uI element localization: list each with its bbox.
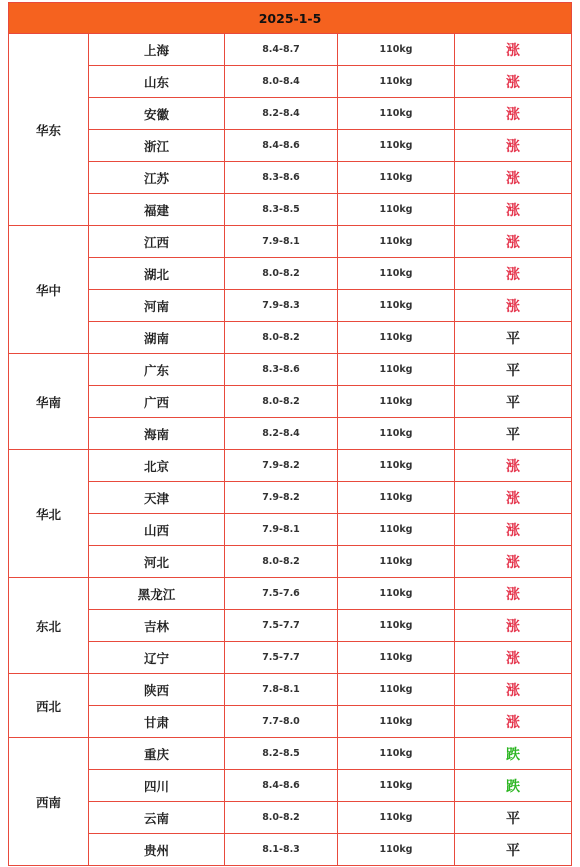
price-range-cell: 7.8-8.1 bbox=[225, 674, 338, 706]
table-row bbox=[9, 34, 572, 66]
province-cell: 河南 bbox=[89, 290, 225, 322]
weight-cell: 110kg bbox=[338, 802, 455, 834]
price-range-cell: 7.9-8.1 bbox=[225, 514, 338, 546]
trend-cell: 平 bbox=[455, 354, 572, 386]
province-cell: 上海 bbox=[89, 34, 225, 66]
table-row bbox=[9, 450, 572, 482]
price-range-cell: 8.0-8.2 bbox=[225, 322, 338, 354]
weight-cell: 110kg bbox=[338, 290, 455, 322]
weight-cell: 110kg bbox=[338, 770, 455, 802]
province-cell: 吉林 bbox=[89, 610, 225, 642]
price-range-cell: 7.5-7.6 bbox=[225, 578, 338, 610]
table-row bbox=[9, 738, 572, 770]
province-cell: 北京 bbox=[89, 450, 225, 482]
weight-cell: 110kg bbox=[338, 834, 455, 866]
price-range-cell: 7.5-7.7 bbox=[225, 642, 338, 674]
province-cell: 贵州 bbox=[89, 834, 225, 866]
trend-cell: 涨 bbox=[455, 706, 572, 738]
province-cell: 重庆 bbox=[89, 738, 225, 770]
region-cell: 华北 bbox=[9, 450, 89, 578]
province-cell: 浙江 bbox=[89, 130, 225, 162]
price-range-cell: 8.0-8.2 bbox=[225, 546, 338, 578]
weight-cell: 110kg bbox=[338, 578, 455, 610]
price-range-cell: 8.2-8.4 bbox=[225, 418, 338, 450]
price-range-cell: 8.1-8.3 bbox=[225, 834, 338, 866]
province-cell: 江苏 bbox=[89, 162, 225, 194]
weight-cell: 110kg bbox=[338, 450, 455, 482]
province-cell: 湖北 bbox=[89, 258, 225, 290]
province-cell: 安徽 bbox=[89, 98, 225, 130]
table-row bbox=[9, 66, 572, 98]
region-cell: 西南 bbox=[9, 738, 89, 866]
trend-cell: 涨 bbox=[455, 98, 572, 130]
table-row bbox=[9, 98, 572, 130]
pig-price-table bbox=[8, 2, 572, 866]
weight-cell: 110kg bbox=[338, 162, 455, 194]
weight-cell: 110kg bbox=[338, 386, 455, 418]
trend-cell: 涨 bbox=[455, 34, 572, 66]
table-row bbox=[9, 418, 572, 450]
weight-cell: 110kg bbox=[338, 674, 455, 706]
weight-cell: 110kg bbox=[338, 418, 455, 450]
trend-cell: 涨 bbox=[455, 162, 572, 194]
trend-cell: 跌 bbox=[455, 738, 572, 770]
price-range-cell: 7.9-8.1 bbox=[225, 226, 338, 258]
region-cell: 西北 bbox=[9, 674, 89, 738]
province-cell: 黑龙江 bbox=[89, 578, 225, 610]
weight-cell: 110kg bbox=[338, 354, 455, 386]
price-range-cell: 8.3-8.6 bbox=[225, 162, 338, 194]
price-range-cell: 7.9-8.2 bbox=[225, 482, 338, 514]
price-range-cell: 8.2-8.5 bbox=[225, 738, 338, 770]
price-range-cell: 8.3-8.5 bbox=[225, 194, 338, 226]
trend-cell: 平 bbox=[455, 322, 572, 354]
weight-cell: 110kg bbox=[338, 322, 455, 354]
price-range-cell: 8.2-8.4 bbox=[225, 98, 338, 130]
table-row bbox=[9, 610, 572, 642]
province-cell: 山西 bbox=[89, 514, 225, 546]
trend-cell: 涨 bbox=[455, 642, 572, 674]
price-range-cell: 8.4-8.7 bbox=[225, 34, 338, 66]
trend-cell: 涨 bbox=[455, 578, 572, 610]
table-row bbox=[9, 674, 572, 706]
table-row bbox=[9, 354, 572, 386]
table-row bbox=[9, 546, 572, 578]
trend-cell: 平 bbox=[455, 834, 572, 866]
province-cell: 山东 bbox=[89, 66, 225, 98]
region-cell: 华中 bbox=[9, 226, 89, 354]
province-cell: 辽宁 bbox=[89, 642, 225, 674]
table-row bbox=[9, 834, 572, 866]
trend-cell: 涨 bbox=[455, 514, 572, 546]
region-cell: 华南 bbox=[9, 354, 89, 450]
price-range-cell: 8.0-8.2 bbox=[225, 386, 338, 418]
trend-cell: 涨 bbox=[455, 450, 572, 482]
weight-cell: 110kg bbox=[338, 546, 455, 578]
weight-cell: 110kg bbox=[338, 66, 455, 98]
table-row bbox=[9, 322, 572, 354]
table-date-header: 2025-1-5 bbox=[9, 3, 572, 34]
price-range-cell: 8.4-8.6 bbox=[225, 130, 338, 162]
price-range-cell: 7.7-8.0 bbox=[225, 706, 338, 738]
trend-cell: 涨 bbox=[455, 482, 572, 514]
trend-cell: 涨 bbox=[455, 546, 572, 578]
weight-cell: 110kg bbox=[338, 258, 455, 290]
table-row bbox=[9, 290, 572, 322]
weight-cell: 110kg bbox=[338, 738, 455, 770]
weight-cell: 110kg bbox=[338, 482, 455, 514]
province-cell: 福建 bbox=[89, 194, 225, 226]
region-cell: 东北 bbox=[9, 578, 89, 674]
weight-cell: 110kg bbox=[338, 514, 455, 546]
province-cell: 陕西 bbox=[89, 674, 225, 706]
weight-cell: 110kg bbox=[338, 610, 455, 642]
table-row bbox=[9, 770, 572, 802]
region-cell: 华东 bbox=[9, 34, 89, 226]
trend-cell: 涨 bbox=[455, 194, 572, 226]
weight-cell: 110kg bbox=[338, 34, 455, 66]
price-range-cell: 7.9-8.2 bbox=[225, 450, 338, 482]
table-row bbox=[9, 130, 572, 162]
table-row bbox=[9, 706, 572, 738]
price-range-cell: 7.9-8.3 bbox=[225, 290, 338, 322]
price-range-cell: 8.0-8.2 bbox=[225, 802, 338, 834]
province-cell: 广东 bbox=[89, 354, 225, 386]
table-row bbox=[9, 642, 572, 674]
trend-cell: 涨 bbox=[455, 674, 572, 706]
weight-cell: 110kg bbox=[338, 642, 455, 674]
table-row bbox=[9, 226, 572, 258]
table-header-row bbox=[9, 3, 572, 34]
trend-cell: 平 bbox=[455, 418, 572, 450]
price-range-cell: 8.0-8.4 bbox=[225, 66, 338, 98]
price-range-cell: 7.5-7.7 bbox=[225, 610, 338, 642]
weight-cell: 110kg bbox=[338, 194, 455, 226]
province-cell: 四川 bbox=[89, 770, 225, 802]
table-row bbox=[9, 482, 572, 514]
trend-cell: 涨 bbox=[455, 66, 572, 98]
trend-cell: 涨 bbox=[455, 258, 572, 290]
trend-cell: 平 bbox=[455, 386, 572, 418]
trend-cell: 涨 bbox=[455, 226, 572, 258]
province-cell: 广西 bbox=[89, 386, 225, 418]
table-row bbox=[9, 386, 572, 418]
weight-cell: 110kg bbox=[338, 706, 455, 738]
table-row bbox=[9, 514, 572, 546]
price-range-cell: 8.4-8.6 bbox=[225, 770, 338, 802]
province-cell: 云南 bbox=[89, 802, 225, 834]
province-cell: 天津 bbox=[89, 482, 225, 514]
weight-cell: 110kg bbox=[338, 98, 455, 130]
weight-cell: 110kg bbox=[338, 130, 455, 162]
table-row bbox=[9, 802, 572, 834]
trend-cell: 涨 bbox=[455, 290, 572, 322]
province-cell: 海南 bbox=[89, 418, 225, 450]
table-row bbox=[9, 258, 572, 290]
trend-cell: 跌 bbox=[455, 770, 572, 802]
trend-cell: 平 bbox=[455, 802, 572, 834]
table-row bbox=[9, 162, 572, 194]
province-cell: 甘肃 bbox=[89, 706, 225, 738]
table-row bbox=[9, 194, 572, 226]
price-range-cell: 8.0-8.2 bbox=[225, 258, 338, 290]
table-row bbox=[9, 578, 572, 610]
province-cell: 河北 bbox=[89, 546, 225, 578]
price-range-cell: 8.3-8.6 bbox=[225, 354, 338, 386]
weight-cell: 110kg bbox=[338, 226, 455, 258]
trend-cell: 涨 bbox=[455, 130, 572, 162]
province-cell: 湖南 bbox=[89, 322, 225, 354]
price-table-container bbox=[8, 2, 571, 866]
trend-cell: 涨 bbox=[455, 610, 572, 642]
province-cell: 江西 bbox=[89, 226, 225, 258]
